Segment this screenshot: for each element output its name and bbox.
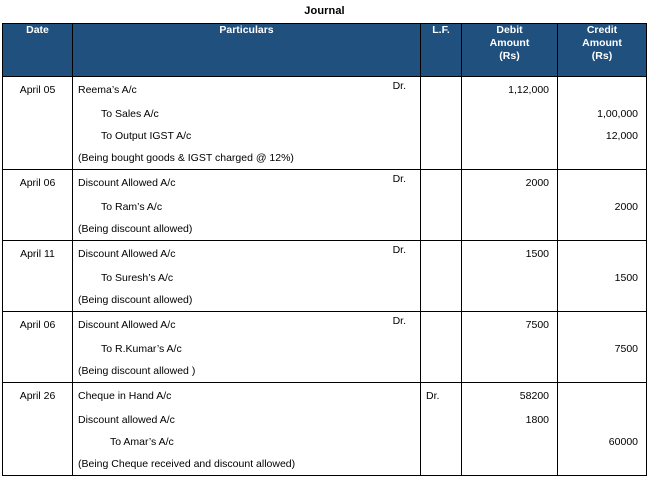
column-header-lf: L.F. — [421, 24, 462, 77]
credit-amount-line: 1500 — [614, 272, 638, 284]
credit-amount-line: 12,000 — [605, 130, 638, 142]
debit-amount-line: 2000 — [525, 177, 549, 189]
particulars-text: Discount Allowed A/c — [78, 177, 176, 189]
credit-header-line-1: Credit — [586, 24, 618, 36]
entry-particulars — [73, 383, 421, 476]
particulars-text: Discount Allowed A/c — [78, 248, 176, 260]
particulars-text: (Being Cheque received and discount allowed) — [78, 458, 296, 470]
column-header-particulars: Particulars — [73, 24, 421, 77]
debit-amount-line — [462, 196, 557, 218]
header-row — [3, 24, 647, 77]
debit-indicator: Dr. — [392, 315, 406, 327]
table-row — [3, 77, 647, 170]
credit-amount-line — [558, 312, 646, 338]
particulars-text: (Being discount allowed ) — [78, 365, 196, 377]
credit-amount-line: 60000 — [608, 436, 638, 448]
credit-amount-line — [558, 170, 646, 196]
debit-amount-line — [462, 289, 557, 311]
entry-credit-amount — [558, 170, 647, 241]
entry-date: April 06 — [3, 312, 73, 383]
column-header-debit-amount — [462, 24, 558, 77]
table-row — [3, 312, 647, 383]
particulars-text: Cheque in Hand A/c — [78, 390, 172, 402]
entry-date: April 26 — [3, 383, 73, 476]
entry-credit-amount — [558, 312, 647, 383]
entry-lf — [421, 170, 462, 241]
entry-particulars — [73, 170, 421, 241]
entry-debit-amount — [462, 241, 558, 312]
particulars-line — [73, 360, 420, 382]
debit-indicator: Dr. — [392, 244, 406, 256]
debit-amount-line: 7500 — [525, 319, 549, 331]
particulars-text: (Being discount allowed) — [78, 294, 193, 306]
entry-date: April 06 — [3, 170, 73, 241]
entry-lf: Dr. — [421, 383, 462, 476]
debit-amount-line: 1500 — [525, 248, 549, 260]
particulars-text: To Sales A/c — [101, 108, 159, 120]
particulars-line — [73, 218, 420, 240]
entry-date: April 11 — [3, 241, 73, 312]
particulars-line — [73, 431, 420, 453]
particulars-line — [73, 170, 420, 196]
particulars-text: (Being discount allowed) — [78, 223, 193, 235]
particulars-text: Discount allowed A/c — [78, 414, 175, 426]
debit-amount-line — [462, 218, 557, 240]
table-row — [3, 383, 647, 476]
debit-amount-line — [462, 147, 557, 169]
entry-debit-amount — [462, 312, 558, 383]
particulars-text: Discount Allowed A/c — [78, 319, 176, 331]
credit-amount-line — [558, 289, 646, 311]
entry-particulars — [73, 241, 421, 312]
particulars-line — [73, 338, 420, 360]
debit-indicator: Dr. — [392, 173, 406, 185]
journal-table — [2, 23, 647, 476]
credit-header-line-2: Amount — [582, 37, 622, 49]
entry-lf — [421, 77, 462, 170]
debit-amount-line — [462, 125, 557, 147]
debit-amount-line — [462, 360, 557, 382]
column-header-date: Date — [3, 24, 73, 77]
particulars-text: (Being bought goods & IGST charged @ 12%) — [78, 152, 294, 164]
entry-debit-amount — [462, 383, 558, 476]
credit-amount-line — [558, 383, 646, 409]
credit-header-line-3: (Rs) — [591, 50, 613, 62]
particulars-line — [73, 147, 420, 169]
table-body — [3, 77, 647, 476]
entry-date: April 05 — [3, 77, 73, 170]
entry-lf — [421, 241, 462, 312]
credit-amount-line — [558, 453, 646, 475]
debit-amount-line — [462, 453, 557, 475]
entry-credit-amount — [558, 77, 647, 170]
particulars-text: Reema’s A/c — [78, 84, 137, 96]
particulars-line — [73, 125, 420, 147]
particulars-line — [73, 241, 420, 267]
particulars-line — [73, 77, 420, 103]
credit-amount-line — [558, 77, 646, 103]
debit-header-line-3: (Rs) — [499, 50, 520, 62]
debit-amount-line — [462, 103, 557, 125]
particulars-text: To R.Kumar’s A/c — [101, 343, 182, 355]
particulars-line — [73, 453, 420, 475]
credit-amount-line — [558, 147, 646, 169]
particulars-text: To Ram’s A/c — [101, 201, 163, 213]
credit-amount-line: 2000 — [614, 201, 638, 213]
debit-indicator: Dr. — [392, 80, 406, 92]
entry-credit-amount — [558, 383, 647, 476]
entry-lf — [421, 312, 462, 383]
table-header — [3, 24, 647, 77]
entry-credit-amount — [558, 241, 647, 312]
particulars-line — [73, 267, 420, 289]
particulars-text: To Output IGST A/c — [101, 130, 192, 142]
table-row — [3, 170, 647, 241]
debit-header-line-2: Amount — [489, 37, 530, 49]
entry-particulars — [73, 77, 421, 170]
entry-debit-amount — [462, 170, 558, 241]
column-header-credit-amount — [558, 24, 647, 77]
credit-amount-line — [558, 218, 646, 240]
debit-amount-line — [462, 431, 557, 453]
credit-amount-line — [558, 409, 646, 431]
debit-amount-line: 1800 — [525, 414, 549, 426]
credit-amount-line: 1,00,000 — [597, 108, 638, 120]
particulars-line — [73, 383, 420, 409]
page-title: Journal — [304, 5, 345, 17]
debit-header-line-1: Debit — [496, 24, 523, 36]
particulars-line — [73, 409, 420, 431]
entry-particulars — [73, 312, 421, 383]
debit-amount-line: 1,12,000 — [508, 84, 549, 96]
credit-amount-line: 7500 — [614, 343, 638, 355]
particulars-text: To Suresh’s A/c — [101, 272, 174, 284]
credit-amount-line — [558, 241, 646, 267]
particulars-line — [73, 312, 420, 338]
particulars-line — [73, 289, 420, 311]
debit-amount-line: 58200 — [519, 390, 549, 402]
table-row — [3, 241, 647, 312]
debit-amount-line — [462, 267, 557, 289]
particulars-line — [73, 196, 420, 218]
particulars-text: To Amar’s A/c — [110, 436, 174, 448]
debit-amount-line — [462, 338, 557, 360]
credit-amount-line — [558, 360, 646, 382]
particulars-line — [73, 103, 420, 125]
entry-debit-amount — [462, 77, 558, 170]
